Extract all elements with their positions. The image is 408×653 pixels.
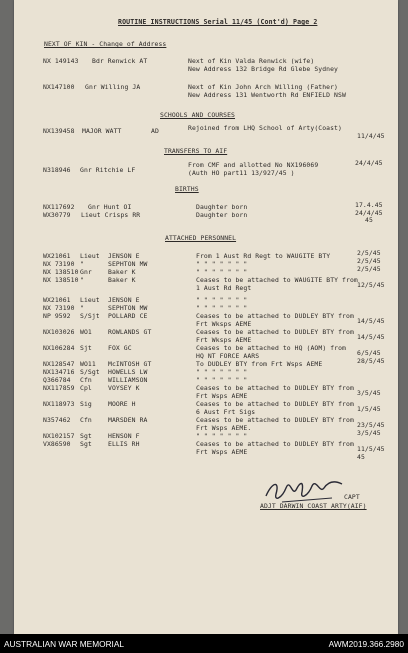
attached-name: SEPHTON MW [108,304,148,312]
attached-name: ELLIS RH [108,440,140,448]
school-number: NX139458 [43,127,75,135]
school-text: Rejoined from LHQ School of Arty(Coast) [188,124,342,132]
footer-reference: AWM2019.366.2980 [328,639,404,649]
attached-number: NX102157 [43,432,75,440]
attached-date: 45 [357,453,365,461]
attached-date: 14/5/45 [357,317,385,325]
attached-name: JENSON E [108,252,140,260]
attached-date: 23/5/45 [357,421,385,429]
school-date: 11/4/45 [357,132,385,140]
attached-text: Frt Wksps AEME [196,320,252,328]
attached-date: 11/5/45 [357,445,385,453]
attached-name: Baker K [108,276,136,284]
attached-name: HOWELLS LW [108,368,148,376]
attached-date: 2/5/45 [357,257,381,265]
attached-number: NX128547 [43,360,75,368]
nok-1-line1: Next of Kin Valda Renwick (wife) [188,57,315,65]
page-header: ROUTINE INSTRUCTIONS Serial 11/45 (Cont'd) Page 2 [118,18,318,26]
attached-number: NX134716 [43,368,75,376]
nok-1-number: NX 149143 [43,57,79,65]
birth-1-name: Gnr Hunt OI [88,203,132,211]
attached-text: " " " " " " " [196,432,248,440]
attached-text: " " " " " " " [196,368,248,376]
attached-number: NX 138510 [43,276,79,284]
section-heading-transfers: TRANSFERS TO AIF [164,147,228,155]
attached-name: MOORE H [108,400,136,408]
nok-2-number: NX147100 [43,83,75,91]
section-heading-attached: ATTACHED PERSONNEL [165,234,237,242]
archive-footer [0,634,408,653]
attached-rank: Lieut [80,252,100,260]
attached-date: 14/5/45 [357,333,385,341]
transfer-date: 24/4/45 [355,159,383,167]
transfer-line2: (Auth HO part11 13/927/45 ) [188,169,295,177]
attached-text: " " " " " " " [196,304,248,312]
attached-number: NX 73190 [43,304,75,312]
attached-date: 28/5/45 [357,357,385,365]
attached-rank: S/Sgt [80,368,100,376]
attached-number: NP 9592 [43,312,71,320]
attached-text: Frt Wsps AEME [196,392,248,400]
attached-text: " " " " " " " [196,376,248,384]
birth-2-name: Lieut Crisps RR [81,211,141,219]
attached-text: Ceases to be attached to DUDLEY BTY from [196,400,354,408]
attached-name: WILLIAMSON [108,376,148,384]
transfer-number: N318946 [43,166,71,174]
attached-name: SEPHTON MW [108,260,148,268]
attached-date: 12/5/45 [357,281,385,289]
birth-1-date: 17.4.45 [355,201,383,209]
attached-text: Ceases to be attached to DUDLEY BTY from [196,440,354,448]
attached-rank: Sgt [80,432,92,440]
attached-text: " " " " " " " [196,268,248,276]
attached-date: 3/5/45 [357,429,381,437]
attached-text: Frt Wsps AEME [196,448,248,456]
attached-rank: " [80,260,84,268]
signature-title: ADJT DARWIN COAST ARTY(AIF) [260,502,367,510]
attached-text: Ceases to be attached to DUDLEY BTY from [196,328,354,336]
attached-name: JENSON E [108,296,140,304]
attached-text: " " " " " " " [196,296,248,304]
transfer-line1: From CMF and allotted No NX196069 [188,161,319,169]
birth-date-cont: 45 [365,216,373,224]
attached-name: ROWLANDS GT [108,328,152,336]
attached-text: Frt Wsps AEME. [196,424,252,432]
attached-number: Q366784 [43,376,71,384]
nok-1-line2: New Address 132 Bridge Rd Glebe Sydney [188,65,339,73]
attached-name: FOX GC [108,344,132,352]
school-name: MAJOR WATT [82,127,122,135]
attached-rank: Cfn [80,416,92,424]
attached-name: VOYSEY K [108,384,140,392]
school-initials: AD [151,127,159,135]
transfer-name: Gnr Ritchie LF [80,166,136,174]
attached-name: Baker K [108,268,136,276]
attached-text: Ceases to be attached to DUDLEY BTY from [196,312,354,320]
attached-rank: WO1 [80,328,92,336]
attached-text: To DUDLEY BTY from Frt Wsps AEME [196,360,323,368]
attached-text: " " " " " " " [196,260,248,268]
attached-name: HENSON F [108,432,140,440]
attached-number: WX21061 [43,296,71,304]
attached-name: POLLARD CE [108,312,148,320]
document-page [14,0,398,634]
attached-number: NX117859 [43,384,75,392]
attached-rank: Cpl [80,384,92,392]
attached-rank: Gnr [80,268,92,276]
attached-name: MARSDEN RA [108,416,148,424]
attached-text: Ceases to be attached to DUDLEY BTY from [196,384,354,392]
attached-rank: S/Sjt [80,312,100,320]
section-heading-next-of-kin: NEXT OF KIN - Change of Address [44,40,167,48]
nok-2-line2: New Address 131 Wentworth Rd ENFIELD NSW [188,91,346,99]
birth-1-text: Daughter born [196,203,248,211]
attached-number: NX 73190 [43,260,75,268]
attached-date: 2/5/45 [357,249,381,257]
attached-number: VX86590 [43,440,71,448]
birth-2-date: 24/4/45 [355,209,383,217]
birth-1-number: NX117692 [43,203,75,211]
section-heading-births: BIRTHS [175,185,199,193]
nok-1-name: Bdr Renwick AT [92,57,148,65]
attached-date: 6/5/45 [357,349,381,357]
attached-number: NX 138510 [43,268,79,276]
attached-date: 1/5/45 [357,405,381,413]
attached-date: 2/5/45 [357,265,381,273]
footer-institution: AUSTRALIAN WAR MEMORIAL [4,639,125,649]
attached-text: Frt Wksps AEME [196,336,252,344]
attached-rank: WO11 [80,360,96,368]
attached-rank: Sgt [80,440,92,448]
attached-number: N357462 [43,416,71,424]
attached-rank: Cfn [80,376,92,384]
attached-number: NX118973 [43,400,75,408]
attached-name: McINTOSH GT [108,360,152,368]
attached-text: Ceases to be attached to WAUGITE BTY from [196,276,358,284]
section-heading-schools: SCHOOLS AND COURSES [160,111,236,119]
birth-2-number: WX30779 [43,211,71,219]
attached-rank: " [80,276,84,284]
attached-text: 1 Aust Rd Regt [196,284,252,292]
signature-rank: CAPT [344,493,360,501]
attached-text: From 1 Aust Rd Regt to WAUGITE BTY [196,252,331,260]
attached-text: 6 Aust Frt Sigs [196,408,256,416]
attached-text: Ceases to be attached to HQ (AOM) from [196,344,347,352]
nok-2-name: Gnr Willing JA [85,83,141,91]
attached-number: NX106284 [43,344,75,352]
attached-rank: Lieut [80,296,100,304]
attached-text: Ceases to be attached to DUDLEY BTY from [196,416,354,424]
attached-rank: Sig [80,400,92,408]
attached-text: HQ NT FORCE AARS [196,352,260,360]
attached-rank: " [80,304,84,312]
nok-2-line1: Next of Kin John Arch Willing (Father) [188,83,339,91]
birth-2-text: Daughter born [196,211,248,219]
attached-number: NX103026 [43,328,75,336]
attached-date: 3/5/45 [357,389,381,397]
attached-rank: Sjt [80,344,92,352]
attached-number: WX21061 [43,252,71,260]
